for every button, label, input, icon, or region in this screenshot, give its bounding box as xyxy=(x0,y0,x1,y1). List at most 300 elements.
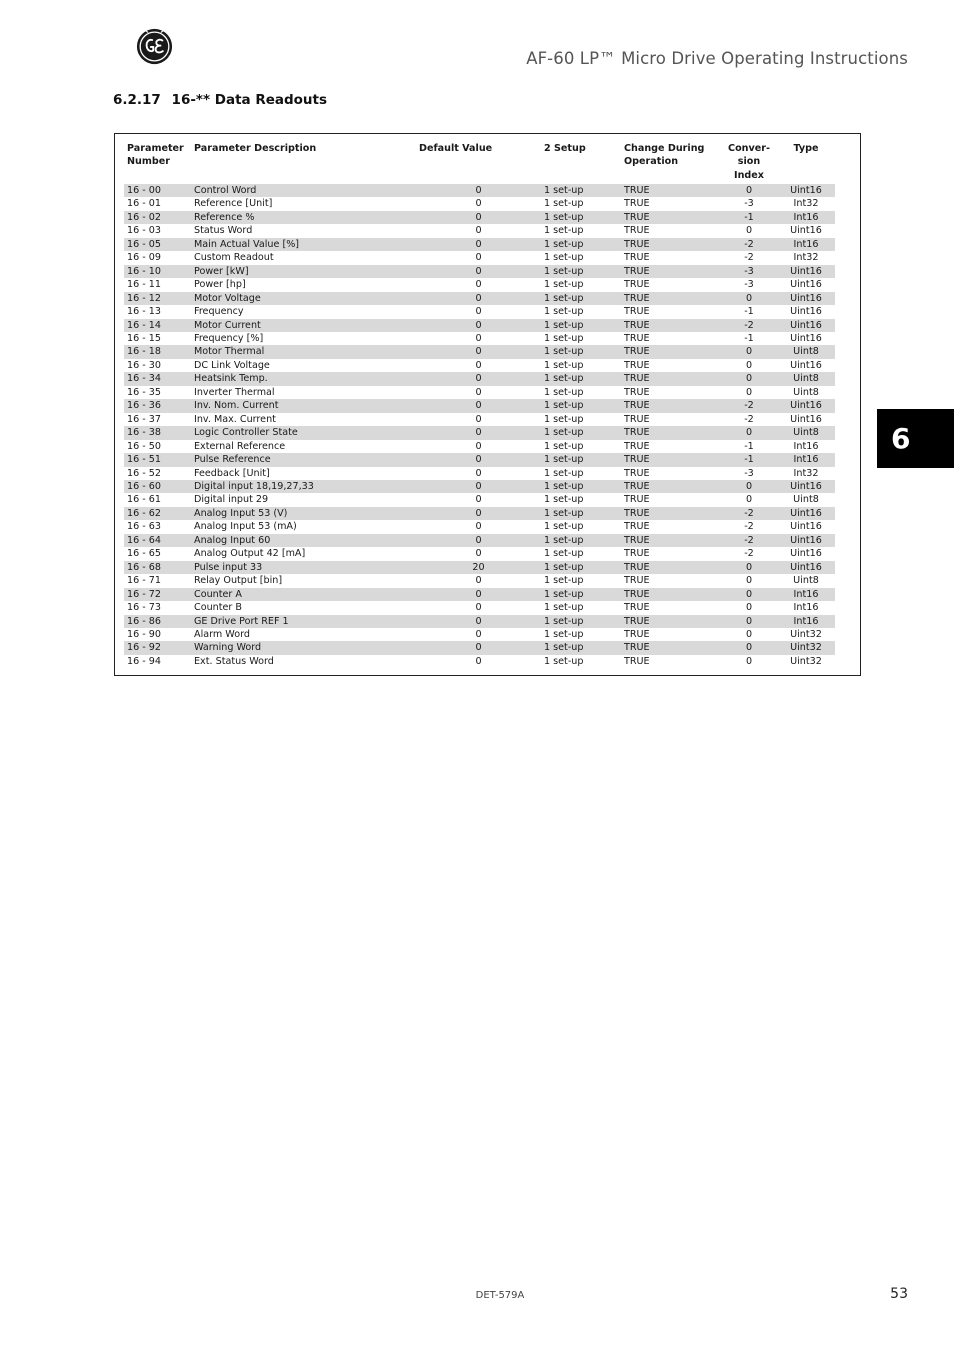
type-cell: Uint8 xyxy=(777,372,835,385)
change-during-operation-cell: TRUE xyxy=(624,575,650,587)
param-number-cell: 16 - 30 xyxy=(127,359,161,371)
default-value-cell: 0 xyxy=(475,386,482,398)
table-row xyxy=(124,453,835,466)
param-number-cell: 16 - 71 xyxy=(127,575,161,587)
conversion-index-cell: 0 xyxy=(721,426,777,439)
param-number-cell: 16 - 02 xyxy=(124,211,191,224)
table-row xyxy=(124,480,835,493)
description-cell: Counter B xyxy=(194,602,242,614)
parameter-table-frame xyxy=(114,133,861,676)
param-number-cell: 16 - 35 xyxy=(127,386,161,398)
default-value-cell: 0 xyxy=(416,453,541,466)
change-during-operation-cell: TRUE xyxy=(624,225,650,237)
description-cell: Alarm Word xyxy=(194,628,250,640)
change-during-operation-cell: TRUE xyxy=(621,453,721,466)
default-value-cell: 0 xyxy=(475,467,482,479)
setup-cell: 1 set-up xyxy=(544,602,584,614)
param-number-cell: 16 - 01 xyxy=(127,198,161,210)
parameter-table-body xyxy=(124,184,835,668)
table-row xyxy=(124,211,835,224)
conversion-index-cell: -2 xyxy=(721,507,777,520)
setup-cell: 1 set-up xyxy=(544,359,584,371)
description-cell: Reference [Unit] xyxy=(194,198,273,210)
conversion-index-cell: -2 xyxy=(721,399,777,412)
setup-cell: 1 set-up xyxy=(544,198,584,210)
change-during-operation-cell: TRUE xyxy=(621,561,721,574)
default-value-cell: 0 xyxy=(475,628,482,640)
change-during-operation-cell: TRUE xyxy=(624,279,650,291)
default-value-cell: 0 xyxy=(416,534,541,547)
setup-cell: 1 set-up xyxy=(544,386,584,398)
conversion-index-cell: -3 xyxy=(744,198,754,210)
conversion-index-cell: 0 xyxy=(721,615,777,628)
table-row xyxy=(124,440,835,453)
change-during-operation-cell: TRUE xyxy=(624,467,650,479)
type-cell: Int16 xyxy=(793,602,819,614)
table-row xyxy=(124,507,835,520)
conversion-index-cell: 0 xyxy=(721,292,777,305)
default-value-cell: 0 xyxy=(475,413,482,425)
type-cell: Uint16 xyxy=(777,480,835,493)
param-number-cell: 16 - 11 xyxy=(127,279,161,291)
change-during-operation-cell: TRUE xyxy=(624,332,650,344)
type-cell: Int16 xyxy=(777,588,835,601)
type-cell: Uint16 xyxy=(777,399,835,412)
param-number-cell: 16 - 68 xyxy=(124,561,191,574)
setup-cell: 1 set-up xyxy=(541,641,621,654)
param-number-cell: 16 - 05 xyxy=(124,238,191,251)
type-cell: Uint8 xyxy=(777,426,835,439)
change-during-operation-cell: TRUE xyxy=(621,345,721,358)
table-row xyxy=(124,386,835,399)
table-row xyxy=(124,574,835,587)
setup-cell: 1 set-up xyxy=(541,292,621,305)
setup-cell: 1 set-up xyxy=(541,588,621,601)
table-row xyxy=(124,655,835,668)
table-row xyxy=(124,238,835,251)
conversion-index-cell: -3 xyxy=(744,279,754,291)
change-during-operation-cell: TRUE xyxy=(621,615,721,628)
default-value-cell: 0 xyxy=(416,507,541,520)
change-during-operation-cell: TRUE xyxy=(621,480,721,493)
change-during-operation-cell: TRUE xyxy=(624,628,650,640)
setup-cell: 1 set-up xyxy=(541,211,621,224)
type-cell: Int16 xyxy=(777,238,835,251)
description-cell: Digital input 29 xyxy=(194,494,269,506)
setup-cell: 1 set-up xyxy=(544,521,584,533)
conversion-index-cell: 0 xyxy=(721,641,777,654)
change-during-operation-cell: TRUE xyxy=(621,507,721,520)
change-during-operation-cell: TRUE xyxy=(624,359,650,371)
conversion-index-cell: 0 xyxy=(721,588,777,601)
default-value-cell: 0 xyxy=(475,575,482,587)
description-cell: Analog Input 53 (mA) xyxy=(194,521,297,533)
chapter-tab: 6 xyxy=(877,409,954,468)
change-during-operation-cell: TRUE xyxy=(621,292,721,305)
type-cell: Uint32 xyxy=(790,628,822,640)
change-during-operation-cell: TRUE xyxy=(624,306,650,318)
default-value-cell: 0 xyxy=(475,655,482,667)
default-value-cell: 0 xyxy=(416,372,541,385)
description-cell: Motor Current xyxy=(191,319,416,332)
change-during-operation-cell: TRUE xyxy=(621,534,721,547)
type-cell: Uint16 xyxy=(790,359,822,371)
type-cell: Int16 xyxy=(777,453,835,466)
type-cell: Uint8 xyxy=(793,494,819,506)
param-number-cell: 16 - 03 xyxy=(127,225,161,237)
setup-cell: 1 set-up xyxy=(541,426,621,439)
description-cell: Heatsink Temp. xyxy=(191,372,416,385)
setup-cell: 1 set-up xyxy=(541,238,621,251)
param-number-cell: 16 - 00 xyxy=(124,184,191,197)
setup-cell: 1 set-up xyxy=(541,265,621,278)
type-cell: Uint16 xyxy=(790,332,822,344)
param-number-cell: 16 - 65 xyxy=(127,548,161,560)
default-value-cell: 0 xyxy=(475,332,482,344)
setup-cell: 1 set-up xyxy=(541,480,621,493)
type-cell: Int16 xyxy=(777,211,835,224)
description-cell: Analog Output 42 [mA] xyxy=(194,548,306,560)
type-cell: Uint16 xyxy=(790,548,822,560)
description-cell: Relay Output [bin] xyxy=(194,575,283,587)
setup-cell: 1 set-up xyxy=(544,306,584,318)
table-row xyxy=(124,251,835,264)
description-cell: DC Link Voltage xyxy=(194,359,270,371)
conversion-index-cell: -3 xyxy=(721,265,777,278)
description-cell: Pulse Reference xyxy=(191,453,416,466)
default-value-cell: 0 xyxy=(416,238,541,251)
description-cell: Frequency [%] xyxy=(194,332,264,344)
setup-cell: 1 set-up xyxy=(541,615,621,628)
col-header-default-value: Default Value xyxy=(419,143,493,154)
table-row xyxy=(124,399,835,412)
conversion-index-cell: 0 xyxy=(745,575,753,587)
description-cell: Digital input 18,19,27,33 xyxy=(191,480,416,493)
type-cell: Int16 xyxy=(793,440,819,452)
default-value-cell: 0 xyxy=(416,480,541,493)
param-number-cell: 16 - 37 xyxy=(127,413,161,425)
type-cell: Int16 xyxy=(777,615,835,628)
param-number-cell: 16 - 36 xyxy=(124,399,191,412)
document-title: AF-60 LP™ Micro Drive Operating Instructions xyxy=(526,49,908,68)
table-row xyxy=(124,359,835,372)
param-number-cell: 16 - 34 xyxy=(124,372,191,385)
default-value-cell: 0 xyxy=(475,306,482,318)
description-cell: External Reference xyxy=(194,440,286,452)
description-cell: Inv. Nom. Current xyxy=(191,399,416,412)
conversion-index-cell: 0 xyxy=(721,345,777,358)
conversion-index-cell: 0 xyxy=(745,602,753,614)
type-cell: Uint8 xyxy=(793,575,819,587)
setup-cell: 1 set-up xyxy=(544,279,584,291)
default-value-cell: 0 xyxy=(416,265,541,278)
conversion-index-cell: -3 xyxy=(744,467,754,479)
conversion-index-cell: -1 xyxy=(744,306,754,318)
default-value-cell: 0 xyxy=(416,399,541,412)
type-cell: Uint16 xyxy=(777,534,835,547)
type-cell: Uint8 xyxy=(793,386,819,398)
setup-cell: 1 set-up xyxy=(544,494,584,506)
type-cell: Uint16 xyxy=(777,292,835,305)
setup-cell: 1 set-up xyxy=(544,413,584,425)
conversion-index-cell: 0 xyxy=(745,225,753,237)
change-during-operation-cell: TRUE xyxy=(624,548,650,560)
setup-cell: 1 set-up xyxy=(544,332,584,344)
description-cell: Power [kW] xyxy=(191,265,416,278)
description-cell: Motor Voltage xyxy=(191,292,416,305)
description-cell: Inv. Max. Current xyxy=(194,413,276,425)
table-row xyxy=(124,628,835,641)
conversion-index-cell: -1 xyxy=(744,440,754,452)
change-during-operation-cell: TRUE xyxy=(624,198,650,210)
param-number-cell: 16 - 63 xyxy=(127,521,161,533)
type-cell: Uint16 xyxy=(790,225,822,237)
default-value-cell: 0 xyxy=(475,521,482,533)
type-cell: Int32 xyxy=(793,467,819,479)
change-during-operation-cell: TRUE xyxy=(621,184,721,197)
col-header-conversion-index xyxy=(721,142,777,184)
col-header-conversion-line2: sion xyxy=(737,156,761,168)
description-cell: GE Drive Port REF 1 xyxy=(191,615,416,628)
conversion-index-cell: -2 xyxy=(721,534,777,547)
table-row xyxy=(124,467,835,480)
table-row xyxy=(124,265,835,278)
default-value-cell: 0 xyxy=(475,279,482,291)
table-row xyxy=(124,426,835,439)
param-number-cell: 16 - 62 xyxy=(124,507,191,520)
change-during-operation-cell: TRUE xyxy=(624,440,650,452)
default-value-cell: 0 xyxy=(416,588,541,601)
type-cell: Uint16 xyxy=(777,319,835,332)
param-number-cell: 16 - 86 xyxy=(124,615,191,628)
setup-cell: 1 set-up xyxy=(541,345,621,358)
param-number-cell: 16 - 10 xyxy=(124,265,191,278)
table-header-row xyxy=(124,142,835,184)
default-value-cell: 0 xyxy=(416,615,541,628)
param-number-cell: 16 - 38 xyxy=(124,426,191,439)
description-cell: Ext. Status Word xyxy=(194,655,274,667)
setup-cell: 1 set-up xyxy=(541,184,621,197)
change-during-operation-cell: TRUE xyxy=(621,399,721,412)
default-value-cell: 0 xyxy=(475,602,482,614)
setup-cell: 1 set-up xyxy=(544,225,584,237)
table-row xyxy=(124,197,835,210)
param-number-cell: 16 - 51 xyxy=(124,453,191,466)
table-row xyxy=(124,588,835,601)
col-header-type: Type xyxy=(793,143,819,154)
description-cell: Logic Controller State xyxy=(191,426,416,439)
setup-cell: 1 set-up xyxy=(544,655,584,667)
setup-cell: 1 set-up xyxy=(544,548,584,560)
description-cell: Warning Word xyxy=(191,641,416,654)
col-header-param-number-line1: Parameter xyxy=(127,143,184,154)
default-value-cell: 0 xyxy=(416,641,541,654)
default-value-cell: 0 xyxy=(475,252,482,264)
table-row xyxy=(124,641,835,654)
col-header-change-line2: Operation xyxy=(624,156,679,168)
default-value-cell: 0 xyxy=(416,292,541,305)
conversion-index-cell: -1 xyxy=(721,211,777,224)
type-cell: Uint32 xyxy=(790,655,822,667)
change-during-operation-cell: TRUE xyxy=(624,602,650,614)
table-row xyxy=(124,319,835,332)
change-during-operation-cell: TRUE xyxy=(624,252,650,264)
table-row xyxy=(124,372,835,385)
default-value-cell: 0 xyxy=(475,440,482,452)
param-number-cell: 16 - 64 xyxy=(124,534,191,547)
change-during-operation-cell: TRUE xyxy=(624,655,650,667)
description-cell: Frequency xyxy=(194,306,244,318)
param-number-cell: 16 - 94 xyxy=(127,655,161,667)
param-number-cell: 16 - 61 xyxy=(127,494,161,506)
table-row xyxy=(124,615,835,628)
table-row xyxy=(124,345,835,358)
type-cell: Uint16 xyxy=(790,521,822,533)
type-cell: Uint16 xyxy=(777,561,835,574)
description-cell: Feedback [Unit] xyxy=(194,467,270,479)
setup-cell: 1 set-up xyxy=(544,467,584,479)
param-number-cell: 16 - 14 xyxy=(124,319,191,332)
description-cell: Analog Input 53 (V) xyxy=(191,507,416,520)
type-cell: Uint32 xyxy=(777,641,835,654)
change-during-operation-cell: TRUE xyxy=(621,641,721,654)
change-during-operation-cell: TRUE xyxy=(624,413,650,425)
table-row xyxy=(124,561,835,574)
conversion-index-cell: -2 xyxy=(744,521,754,533)
conversion-index-cell: -2 xyxy=(744,413,754,425)
ge-logo-icon xyxy=(136,28,173,65)
type-cell: Uint16 xyxy=(777,507,835,520)
type-cell: Uint16 xyxy=(790,413,822,425)
col-header-change-during-operation xyxy=(621,142,721,184)
parameter-table xyxy=(124,142,835,668)
param-number-cell: 16 - 12 xyxy=(124,292,191,305)
col-header-setup: 2 Setup xyxy=(544,143,586,154)
table-row xyxy=(124,534,835,547)
col-header-conversion-line3: Index xyxy=(734,169,764,181)
conversion-index-cell: -2 xyxy=(744,252,754,264)
table-row xyxy=(124,332,835,345)
conversion-index-cell: -2 xyxy=(721,319,777,332)
col-header-change-line1: Change During xyxy=(624,143,705,154)
table-row xyxy=(124,278,835,291)
conversion-index-cell: 0 xyxy=(745,386,753,398)
table-row xyxy=(124,413,835,426)
param-number-cell: 16 - 90 xyxy=(127,628,161,640)
description-cell: Custom Readout xyxy=(194,252,274,264)
conversion-index-cell: 0 xyxy=(745,655,753,667)
change-during-operation-cell: TRUE xyxy=(621,588,721,601)
col-header-param-number xyxy=(124,142,191,184)
type-cell: Int32 xyxy=(793,198,819,210)
description-cell: Motor Thermal xyxy=(191,345,416,358)
section-number: 6.2.17 xyxy=(113,92,161,108)
col-header-param-number-line2: Number xyxy=(127,156,170,168)
type-cell: Uint16 xyxy=(777,265,835,278)
default-value-cell: 0 xyxy=(475,359,482,371)
conversion-index-cell: 0 xyxy=(745,628,753,640)
default-value-cell: 0 xyxy=(416,426,541,439)
section-heading xyxy=(113,92,327,108)
change-during-operation-cell: TRUE xyxy=(624,521,650,533)
change-during-operation-cell: TRUE xyxy=(624,386,650,398)
param-number-cell: 16 - 09 xyxy=(127,252,161,264)
document-code: DET-579A xyxy=(475,1290,525,1301)
description-cell: Inverter Thermal xyxy=(194,386,275,398)
table-row xyxy=(124,601,835,614)
param-number-cell: 16 - 92 xyxy=(124,641,191,654)
col-header-description: Parameter Description xyxy=(194,143,317,154)
conversion-index-cell: -2 xyxy=(721,238,777,251)
conversion-index-cell: 0 xyxy=(745,359,753,371)
param-number-cell: 16 - 52 xyxy=(127,467,161,479)
conversion-index-cell: 0 xyxy=(745,494,753,506)
description-cell: Status Word xyxy=(194,225,253,237)
type-cell: Uint16 xyxy=(790,306,822,318)
setup-cell: 1 set-up xyxy=(544,440,584,452)
change-during-operation-cell: TRUE xyxy=(621,211,721,224)
default-value-cell: 0 xyxy=(475,198,482,210)
conversion-index-cell: 0 xyxy=(721,372,777,385)
description-cell: Main Actual Value [%] xyxy=(191,238,416,251)
setup-cell: 1 set-up xyxy=(541,507,621,520)
param-number-cell: 16 - 18 xyxy=(124,345,191,358)
param-number-cell: 16 - 72 xyxy=(124,588,191,601)
description-cell: Reference % xyxy=(191,211,416,224)
table-row xyxy=(124,493,835,506)
param-number-cell: 16 - 13 xyxy=(127,306,161,318)
description-cell: Counter A xyxy=(191,588,416,601)
table-row xyxy=(124,520,835,533)
default-value-cell: 0 xyxy=(416,319,541,332)
setup-cell: 1 set-up xyxy=(544,252,584,264)
default-value-cell: 0 xyxy=(416,345,541,358)
description-cell: Pulse input 33 xyxy=(191,561,416,574)
default-value-cell: 20 xyxy=(416,561,541,574)
type-cell: Int32 xyxy=(793,252,819,264)
conversion-index-cell: 0 xyxy=(721,561,777,574)
setup-cell: 1 set-up xyxy=(541,372,621,385)
description-cell: Control Word xyxy=(191,184,416,197)
param-number-cell: 16 - 15 xyxy=(127,332,161,344)
default-value-cell: 0 xyxy=(475,225,482,237)
change-during-operation-cell: TRUE xyxy=(624,494,650,506)
change-during-operation-cell: TRUE xyxy=(621,265,721,278)
conversion-index-cell: -1 xyxy=(744,332,754,344)
table-row xyxy=(124,184,835,197)
setup-cell: 1 set-up xyxy=(544,575,584,587)
change-during-operation-cell: TRUE xyxy=(621,319,721,332)
param-number-cell: 16 - 60 xyxy=(124,480,191,493)
description-cell: Power [hp] xyxy=(194,279,246,291)
table-row xyxy=(124,547,835,560)
setup-cell: 1 set-up xyxy=(544,628,584,640)
table-row xyxy=(124,224,835,237)
setup-cell: 1 set-up xyxy=(541,453,621,466)
section-title-text: 16-** Data Readouts xyxy=(171,92,328,108)
default-value-cell: 0 xyxy=(416,211,541,224)
param-number-cell: 16 - 50 xyxy=(127,440,161,452)
setup-cell: 1 set-up xyxy=(541,319,621,332)
default-value-cell: 0 xyxy=(475,494,482,506)
conversion-index-cell: -1 xyxy=(721,453,777,466)
change-during-operation-cell: TRUE xyxy=(621,426,721,439)
conversion-index-cell: 0 xyxy=(721,480,777,493)
type-cell: Uint16 xyxy=(790,279,822,291)
change-during-operation-cell: TRUE xyxy=(621,372,721,385)
param-number-cell: 16 - 73 xyxy=(127,602,161,614)
type-cell: Uint8 xyxy=(777,345,835,358)
